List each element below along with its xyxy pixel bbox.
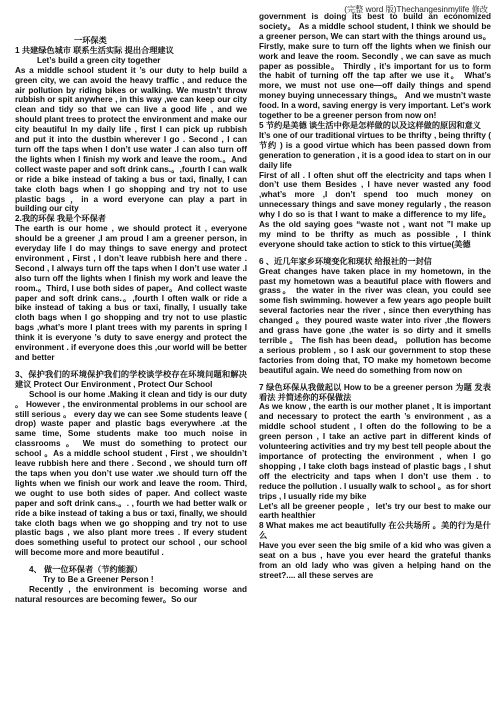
section-1-body: As a middle school student it ’s our duty to help build a green city, we can avoid the heavy traffic , and reduce the air pollution by riding bikes or walking. We mustn’t throw rubbish or spit anywhere , in this way ,we can keep our city clean and tidy so that we can live a good life , and we should plant trees to protect the environment and make our city beautiful In my daily life , first I can pick up rubbish and put it into the dustbin wherever I go . Second , I can turn off the taps when I don’t use water .I can also turn off the lights when I finish my work and leave the room.。And collect waste paper and soft drink cans.。,fourth I can walk or ride a bike instead of taking a bus or taxi, finally, I can take cloth bags when I go shopping and try not to use plastic bags ，in a word everyone can play a part in building our city	[15, 65, 248, 214]
section-4-body: Recently , the environment is becoming worse and natural resources are becoming fewer。So our	[15, 584, 247, 604]
section-5-body: It’s one of our traditional virtues to be thrifty , being thrifty ( 节约 ) is a good virtue which has been passed down from generation to generation , it is a good idea to start on in our daily life First of all . I often shut off the electricity and taps when I don’t use them Besides , I have never wasted any food ,what’s more ,I don’t spend too much money on unnecessary things and save money regularly , the reason why I do so is that I want to make a difference to my life。 As the old saying goes “waste not , want not ”I make up my mind to be thrifty as much as possible , I think everyone should take action to stick to this virtue(美德	[259, 130, 491, 249]
section-7-body: As we know , the earth is our mother planet , It is important and necessary to protect the earth ’s environment , as a middle school student , I often do the following to be a green person , I take an active part in different kinds of volunteering activities and try my best tell people about the importance of protecting the environment , when I go shopping , I take cloth bags instead of plastic bags , I shut off the electricity and taps when I don’t use them . to reduce the pollution . I usually walk to school 。as for short trips , I usually ride my bike Let’s all be greener people ，let’s try our best to make our earth healthier	[259, 402, 492, 521]
section-4-subtitle: Try to Be a Greener Person !	[43, 575, 154, 585]
section-3-title: 3、保护我们的环境保护我们的学校谈学校存在环境问题和解决建议 Protect Our Environment , Protect Our School	[15, 369, 247, 389]
left-column	[15, 12, 247, 605]
section-2-body: The earth is our home , we should protect it , everyone should be a greener ,I am proud I am a greener person, in everyday life I do may things to save energy and protect environment , First , I don’t leave rubbish here and there . Second , I always turn off the taps when I don’t use water .I also turn off the lights when I finish my work and leave the room.。Third, I use both sides of paper。And collect waste paper and soft drink cans.。,fourth I often walk or ride a bike instead of taking a bus or taxi, finally, I usually take cloth bags when I go shopping and try not to use plastic bags ,what’s more I plant trees with my parents in spring I think it is everyone ’s duty to save energy and protect the environment . if everyone does this ,our world will be better and better	[15, 224, 247, 362]
section-4-continued-body: government is doing its best to build an economized society。 As a middle school student, I think we should be a greener person, We can start with the things around us。 Firstly, make sure to turn off the lights when we finish our work and leave the room. Secondly , we can save as much paper as possible。 Thirdly , it’s important for us to form the habit of turning off the tap after we use it。 What’s more, we must not use one—off daily things and spend money buying unnecessary things。 And we mustn’t waste food. In a word, saving energy is very important. Let's work together to be a greener person from now on!	[259, 12, 491, 121]
doc-category-title: 一环保类	[74, 36, 107, 45]
section-1-title: 1 共建绿色城市 联系生活实际 提出合理建议	[15, 45, 174, 55]
section-6-body: Great changes have taken place in my hometown, in the past my hometown was a beautiful place with flowers and grass。 the water in the river was clean, you could see some fish swimming. however a few years ago people built several factories near the river , since then everything has changed 。they poured waste water into river ,the flowers and grass have gone ,the water is so dirty and it smells terrible 。 The fish has been dead。 pollution has become a serious problem , so I ask our government to stop these factories from doing that, TO make my hometown become beautiful again. We need do something from now on	[259, 266, 491, 375]
right-column	[259, 12, 491, 581]
section-3-body: School is our home .Making it clean and tidy is our duty 。 However , the environmental problems in our school are still serious 。 every day we can see Some students leave ( drop) waste paper and plastic bags everywhere .at the same time, Some students make too much noise in classrooms 。 We must do something to protect our school 。As a middle school student , First , we shouldn’t leave rubbish here and there . Second , we should turn off the taps when you don’t use water .we should turn off the lights when we finish our work and leave the room. Third, we ought to use both sides of paper. And collect waste paper and soft drink cans.。. , fourth we had better walk or ride a bike instead of taking a bus or taxi, finally, we should take cloth bags when we go shopping and try not to use plastic bags , we also plant more trees . If every student does something useful to protect our school , our school will become more and more beautiful .	[15, 389, 247, 558]
section-1-subtitle: Let’s build a green city together	[37, 55, 161, 65]
section-7-title: 7 绿色环保从我做起以 How to be a greener person 为题 发表看法 并简述你的环保做法	[259, 382, 491, 402]
section-4-title: 4、 做一位环保者（节约能源）	[29, 565, 143, 575]
section-6-title: 6 、近几年家乡环境变化和现状 给报社的一封信	[259, 256, 432, 266]
section-8-body: Have you ever seen the big smile of a kid who was given a seat on a bus , have you ever heard the grateful thanks from an old lady who was given a helping hand on the street?.... all these serves are	[259, 541, 491, 580]
page-header: (完整 word 版)Thechangesinmylife 修改	[344, 5, 488, 14]
section-2-title: 2.我的环保 我是个环保者	[15, 214, 106, 224]
section-5-title: 5 节约是美德 谈生活中你是怎样做的以及这样做的原因和意义	[259, 120, 481, 130]
section-8-title: 8 What makes me act beautifully 在公共场所 。美的行为是什么	[259, 521, 491, 541]
